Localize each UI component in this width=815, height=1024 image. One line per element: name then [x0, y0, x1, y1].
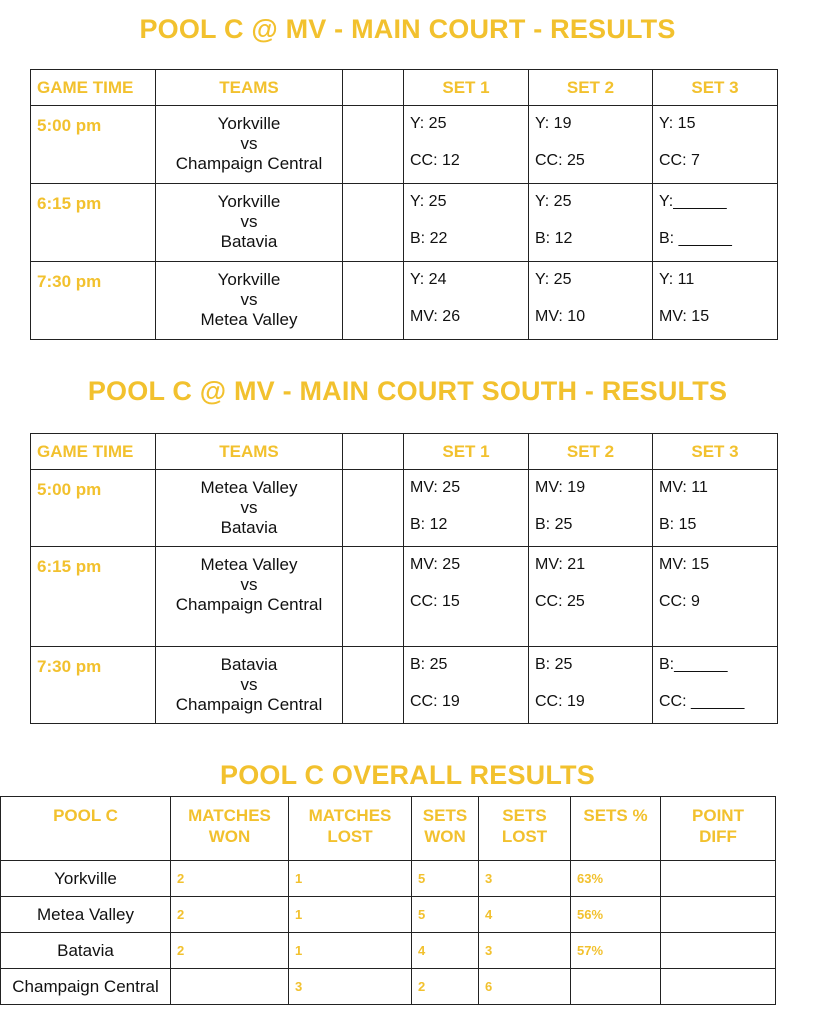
- score-a: MV: 15: [659, 556, 710, 573]
- table-row: [31, 262, 778, 340]
- team-home: Metea Valley: [200, 478, 298, 497]
- table-row: [1, 933, 776, 969]
- sets-won: 5: [412, 897, 479, 933]
- score-a: B:______: [659, 656, 728, 673]
- point-diff: [661, 897, 776, 933]
- set2-score: [529, 262, 653, 340]
- matches-won: 2: [171, 897, 289, 933]
- sets-lost: 6: [479, 969, 571, 1005]
- set3-score: [653, 184, 778, 262]
- header-blank: [343, 70, 404, 106]
- sets-lost: 3: [479, 933, 571, 969]
- set1-score: [404, 470, 529, 547]
- score-b: MV: 15: [659, 308, 710, 325]
- set3-score: [653, 470, 778, 547]
- header-set2: SET 2: [529, 434, 653, 470]
- score-b: CC: 15: [410, 593, 460, 610]
- team-home: Batavia: [220, 655, 278, 674]
- set1-score: [404, 547, 529, 647]
- header-set2: SET 2: [529, 70, 653, 106]
- score-b: B: ______: [659, 230, 732, 247]
- team-away: Champaign Central: [175, 154, 323, 173]
- table-row: [31, 184, 778, 262]
- score-a: Y: 25: [535, 193, 572, 210]
- score-a: MV: 21: [535, 556, 586, 573]
- blank-cell: [343, 647, 404, 724]
- header-blank: [343, 434, 404, 470]
- set1-score: [404, 106, 529, 184]
- blank-cell: [343, 262, 404, 340]
- score-a: Y: 25: [410, 115, 447, 132]
- score-b: MV: 26: [410, 308, 461, 325]
- score-b: B: 25: [535, 516, 573, 533]
- matchup: [156, 547, 343, 647]
- main-court-results-table: [30, 69, 778, 340]
- score-b: CC: 7: [659, 152, 700, 169]
- sets-won: 4: [412, 933, 479, 969]
- game-time: 5:00 pm: [31, 470, 156, 547]
- team-home: Metea Valley: [200, 555, 298, 574]
- vs-label: vs: [240, 290, 258, 309]
- matchup: [156, 470, 343, 547]
- set2-score: [529, 106, 653, 184]
- header-game-time: GAME TIME: [31, 70, 156, 106]
- set2-score: [529, 470, 653, 547]
- matchup: [156, 106, 343, 184]
- set3-score: [653, 647, 778, 724]
- section2-title: POOL C @ MV - MAIN COURT SOUTH - RESULTS: [87, 376, 728, 406]
- header-set1: SET 1: [404, 70, 529, 106]
- main-court-south-results-table: [30, 433, 778, 724]
- sets-percent: 56%: [571, 897, 661, 933]
- header-game-time: GAME TIME: [31, 434, 156, 470]
- blank-cell: [343, 470, 404, 547]
- score-a: Y: 11: [659, 271, 695, 288]
- team-home: Yorkville: [217, 192, 281, 211]
- header-set3: SET 3: [653, 434, 778, 470]
- point-diff: [661, 969, 776, 1005]
- header-sets-lost: SETS LOST: [479, 797, 571, 861]
- sets-lost: 4: [479, 897, 571, 933]
- header-pool: POOL C: [1, 797, 171, 861]
- score-a: Y: 24: [410, 271, 447, 288]
- score-b: CC: ______: [659, 693, 745, 710]
- score-a: Y: 25: [535, 271, 572, 288]
- matches-lost: 3: [289, 969, 412, 1005]
- score-b: B: 12: [535, 230, 573, 247]
- team-name: Batavia: [1, 933, 171, 969]
- matches-lost: 1: [289, 897, 412, 933]
- score-a: Y: 25: [410, 193, 447, 210]
- section1-title: POOL C @ MV - MAIN COURT - RESULTS: [139, 14, 676, 44]
- score-a: Y: 19: [535, 115, 572, 132]
- blank-cell: [343, 184, 404, 262]
- table-row: [1, 969, 776, 1005]
- vs-label: vs: [240, 575, 258, 594]
- table-row: [31, 106, 778, 184]
- score-a: Y: 15: [659, 115, 696, 132]
- blank-cell: [343, 547, 404, 647]
- matchup: [156, 647, 343, 724]
- vs-label: vs: [240, 498, 258, 517]
- set1-score: [404, 262, 529, 340]
- sets-percent: 57%: [571, 933, 661, 969]
- team-home: Yorkville: [217, 114, 281, 133]
- header-sets-won: SETS WON: [412, 797, 479, 861]
- score-b: CC: 19: [535, 693, 585, 710]
- header-teams: TEAMS: [156, 434, 343, 470]
- matches-won: 2: [171, 933, 289, 969]
- score-a: Y:______: [659, 193, 727, 210]
- team-name: Yorkville: [1, 861, 171, 897]
- point-diff: [661, 861, 776, 897]
- sets-percent: [571, 969, 661, 1005]
- score-b: CC: 9: [659, 593, 700, 610]
- header-matches-won: MATCHES WON: [171, 797, 289, 861]
- table-row: [1, 861, 776, 897]
- score-b: CC: 12: [410, 152, 460, 169]
- team-home: Yorkville: [217, 270, 281, 289]
- team-away: Metea Valley: [200, 310, 298, 329]
- table-header-row: [31, 434, 778, 470]
- overall-results-table: [0, 796, 776, 1005]
- game-time: 5:00 pm: [31, 106, 156, 184]
- blank-cell: [343, 106, 404, 184]
- sets-lost: 3: [479, 861, 571, 897]
- table-row: [31, 547, 778, 647]
- header-matches-lost: MATCHES LOST: [289, 797, 412, 861]
- team-away: Batavia: [220, 232, 278, 251]
- game-time: 7:30 pm: [31, 262, 156, 340]
- game-time: 6:15 pm: [31, 184, 156, 262]
- game-time: 6:15 pm: [31, 547, 156, 647]
- table-row: [1, 897, 776, 933]
- vs-label: vs: [240, 675, 258, 694]
- team-name: Metea Valley: [1, 897, 171, 933]
- header-set1: SET 1: [404, 434, 529, 470]
- point-diff: [661, 933, 776, 969]
- set3-score: [653, 547, 778, 647]
- score-b: MV: 10: [535, 308, 586, 325]
- score-b: CC: 19: [410, 693, 460, 710]
- vs-label: vs: [240, 212, 258, 231]
- matches-won: 2: [171, 861, 289, 897]
- header-point-diff: POINT DIFF: [661, 797, 776, 861]
- set1-score: [404, 184, 529, 262]
- vs-label: vs: [240, 134, 258, 153]
- score-b: CC: 25: [535, 593, 585, 610]
- header-sets-percent: SETS %: [571, 797, 661, 861]
- table-row: [31, 647, 778, 724]
- score-b: B: 12: [410, 516, 448, 533]
- table-header-row: [1, 797, 776, 861]
- table-header-row: [31, 70, 778, 106]
- header-teams: TEAMS: [156, 70, 343, 106]
- matches-won: [171, 969, 289, 1005]
- set2-score: [529, 647, 653, 724]
- score-b: B: 15: [659, 516, 697, 533]
- score-b: CC: 25: [535, 152, 585, 169]
- overall-title: POOL C OVERALL RESULTS: [220, 760, 595, 790]
- header-set3: SET 3: [653, 70, 778, 106]
- game-time: 7:30 pm: [31, 647, 156, 724]
- set2-score: [529, 184, 653, 262]
- score-a: MV: 25: [410, 556, 461, 573]
- score-a: B: 25: [410, 656, 448, 673]
- table-row: [31, 470, 778, 547]
- set3-score: [653, 262, 778, 340]
- set3-score: [653, 106, 778, 184]
- team-name: Champaign Central: [1, 969, 171, 1005]
- matchup: [156, 262, 343, 340]
- sets-won: 2: [412, 969, 479, 1005]
- matches-lost: 1: [289, 861, 412, 897]
- set2-score: [529, 547, 653, 647]
- sets-won: 5: [412, 861, 479, 897]
- matchup: [156, 184, 343, 262]
- team-away: Champaign Central: [175, 595, 323, 614]
- score-a: MV: 25: [410, 479, 461, 496]
- score-a: B: 25: [535, 656, 573, 673]
- sets-percent: 63%: [571, 861, 661, 897]
- team-away: Champaign Central: [175, 695, 323, 714]
- score-b: B: 22: [410, 230, 448, 247]
- score-a: MV: 11: [659, 479, 708, 496]
- matches-lost: 1: [289, 933, 412, 969]
- score-a: MV: 19: [535, 479, 586, 496]
- set1-score: [404, 647, 529, 724]
- team-away: Batavia: [220, 518, 278, 537]
